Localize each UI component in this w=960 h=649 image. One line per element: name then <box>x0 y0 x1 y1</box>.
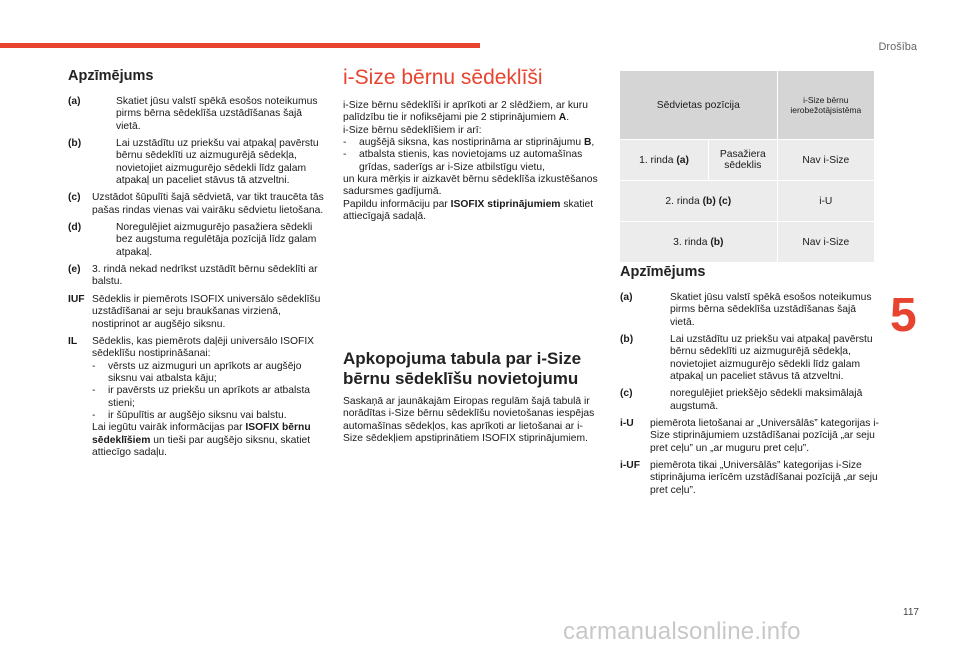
legend-item: (b) Lai uzstādītu uz priekšu vai atpakaļ pavērstu bērnu sēdeklīti uz aizmugurējā sēdekļa, novietojiet aizmugurējo sēdekli līdz galam atpakaļ un paceliet stāvus tā atzveltni. <box>620 334 873 383</box>
watermark: carmanualsonline.info <box>563 618 801 645</box>
legend-key: (b) <box>68 138 82 150</box>
table-row <box>620 140 874 181</box>
left-legend-title: Apzīmējums <box>68 68 154 84</box>
list-item: - augšējā siksna, kas nostiprināma ar stiprinājumu B, <box>343 137 595 149</box>
table-header-isize: i-Size bērnu ierobežotājsistēma <box>777 71 874 140</box>
isize-title: i-Size bērnu sēdeklīši <box>343 66 543 89</box>
il-reference: Lai iegūtu vairāk informācijas par ISOFIX bērnu sēdeklīšiem un tieši par augšējo siksnu, skatiet attiecīgo sadaļu. <box>92 422 311 458</box>
il-intro: Sēdeklis, kas piemērots daļēji universālo ISOFIX sēdeklīšu nostiprināšanai: <box>92 335 315 360</box>
legend-item: (c) noregulējiet priekšējo sēdekli maksimālajā augstumā. <box>620 388 863 412</box>
chapter-accent-bar <box>0 43 480 48</box>
table-cell-value: i-U <box>777 181 874 222</box>
legend-text: Sēdeklis ir piemērots ISOFIX universālo sēdeklīšu uzstādīšanai ar seju braukšanas virzienā, nostiprinot ar augšējo siksnu. <box>92 293 321 330</box>
table-row <box>620 222 874 263</box>
isize-description: i-Size bērnu sēdeklīši ir aprīkoti ar 2 slēdžiem, ar kuru palīdzību tie ir nofiksējami pie 2 stiprinājumiem A. i-Size bērnu sēdeklīšiem ir arī: - augšējā siksna, kas nostiprināma ar stiprinājumu B, - atbalsta stienis, kas novietojams uz automašīnas grīdas, saderīgs ar i-Size atbilstīgu vietu, un kura mērķis ir aizkavēt bērnu sēdeklīša izkustēšanos sadursmes gadījumā. Papildu informāciju par ISOFIX stiprinājumiem skatiet attiecīgajā sadaļā. <box>343 100 601 223</box>
summary-table-title: Apkopojuma tabula par i-Size bērnu sēdeklīšu novietojumu <box>343 349 582 388</box>
legend-text: Noregulējiet aizmugurējo pasažiera sēdekli bez augstuma regulētāja pozīcijā līdz galam atpakaļ. <box>116 222 317 258</box>
legend-item <box>68 96 326 133</box>
list-item: - ir pavērsts uz priekšu un aprīkots ar atbalsta stieni; <box>92 385 311 409</box>
bullet-icon <box>92 222 116 259</box>
bullet-icon <box>644 334 670 383</box>
list-item: - vērsts uz aizmuguri un aprīkots ar augšējo siksnu vai atbalsta kāju; <box>92 360 302 384</box>
legend-item <box>68 192 326 217</box>
bullet-icon <box>644 388 670 413</box>
table-row <box>620 181 874 222</box>
legend-key: IUF <box>68 293 85 305</box>
table-cell-row: 3. rinda (b) <box>620 222 777 263</box>
legend-item: (a) Skatiet jūsu valstī spēkā esošos noteikumus pirms bērna sēdeklīša uzstādīšanas šajā vietā. <box>620 292 872 328</box>
table-cell-row: 2. rinda (b) (c) <box>620 181 777 222</box>
isize-seat-table <box>620 71 874 263</box>
page-number: 117 <box>903 607 919 618</box>
table-cell-row: 1. rinda (a) <box>620 140 709 181</box>
list-item: - atbalsta stienis, kas novietojams uz automašīnas grīdas, saderīgs ar i-Size atbilstīgu vietu, <box>343 149 583 173</box>
legend-key: (e) <box>68 264 81 276</box>
list-item: - ir šūpulītis ar augšējo siksnu vai balstu. <box>92 409 287 421</box>
legend-text: Uzstādot šūpulīti šajā sēdvietā, var tikt traucēta tās pašas rindas vienas vai vairāku sēdvietu lietošana. <box>92 192 324 216</box>
right-legend-title: Apzīmējums <box>620 264 706 280</box>
legend-text: 3. rindā nekad nedrīkst uzstādīt bērnu sēdeklīti ar balstu. <box>92 264 318 288</box>
section-title: Drošība <box>878 41 917 53</box>
summary-table-text: Saskaņā ar jaunākajām Eiropas regulām šajā tabulā ir norādītas i-Size bērnu sēdeklīšu novietošanas iespējas automašīnas sēdekļos, kas aprīkoti ar lietošanai ar i-Size sēdekļiem apstiprinātiem ISOFIX stiprinājumiem. <box>343 396 595 445</box>
legend-item: i-U piemērota lietošanai ar „Universālās” kategorijas i-Size stiprinājumiem uzstādīšanai pozīcijā „ar seju pret ceļu” un „ar muguru pret ceļu”. <box>620 418 879 454</box>
legend-item <box>68 222 326 259</box>
legend-key: (a) <box>68 96 81 107</box>
legend-key: (c) <box>68 192 81 204</box>
chapter-number: 5 <box>890 289 917 342</box>
legend-item: i-UF piemērota tikai „Universālās” kategorijas i-Size stiprinājuma ierīcēm uzstādīšanai pozīcijā „ar seju pret ceļu”. <box>620 460 878 496</box>
legend-text: Lai uzstādītu uz priekšu vai atpakaļ pavērstu bērnu sēdeklīti uz aizmugurējā sēdekļa, novietojiet aizmugurējo sēdekli līdz galam atpakaļ un paceliet stāvus tā atzveltni. <box>116 138 319 187</box>
legend-key: (d) <box>68 222 82 234</box>
bullet-icon <box>92 138 116 187</box>
legend-item <box>68 138 326 187</box>
bullet-icon <box>644 292 670 329</box>
table-cell-value: Nav i-Size <box>777 222 874 263</box>
right-legend-list <box>620 292 882 502</box>
table-cell-seat: Pasažiera sēdeklis <box>709 140 778 181</box>
legend-text: Skatiet jūsu valstī spēkā esošos noteikumus pirms bērna sēdeklīša uzstādīšanas šajā vietā. <box>116 96 318 132</box>
table-header-seat-position: Sēdvietas pozīcija <box>620 71 777 140</box>
bullet-icon <box>92 96 116 133</box>
legend-item-il <box>68 336 326 459</box>
legend-item <box>68 294 326 331</box>
legend-key: IL <box>68 335 78 347</box>
table-cell-value: Nav i-Size <box>777 140 874 181</box>
left-legend-list <box>68 96 326 464</box>
legend-item <box>68 264 326 289</box>
